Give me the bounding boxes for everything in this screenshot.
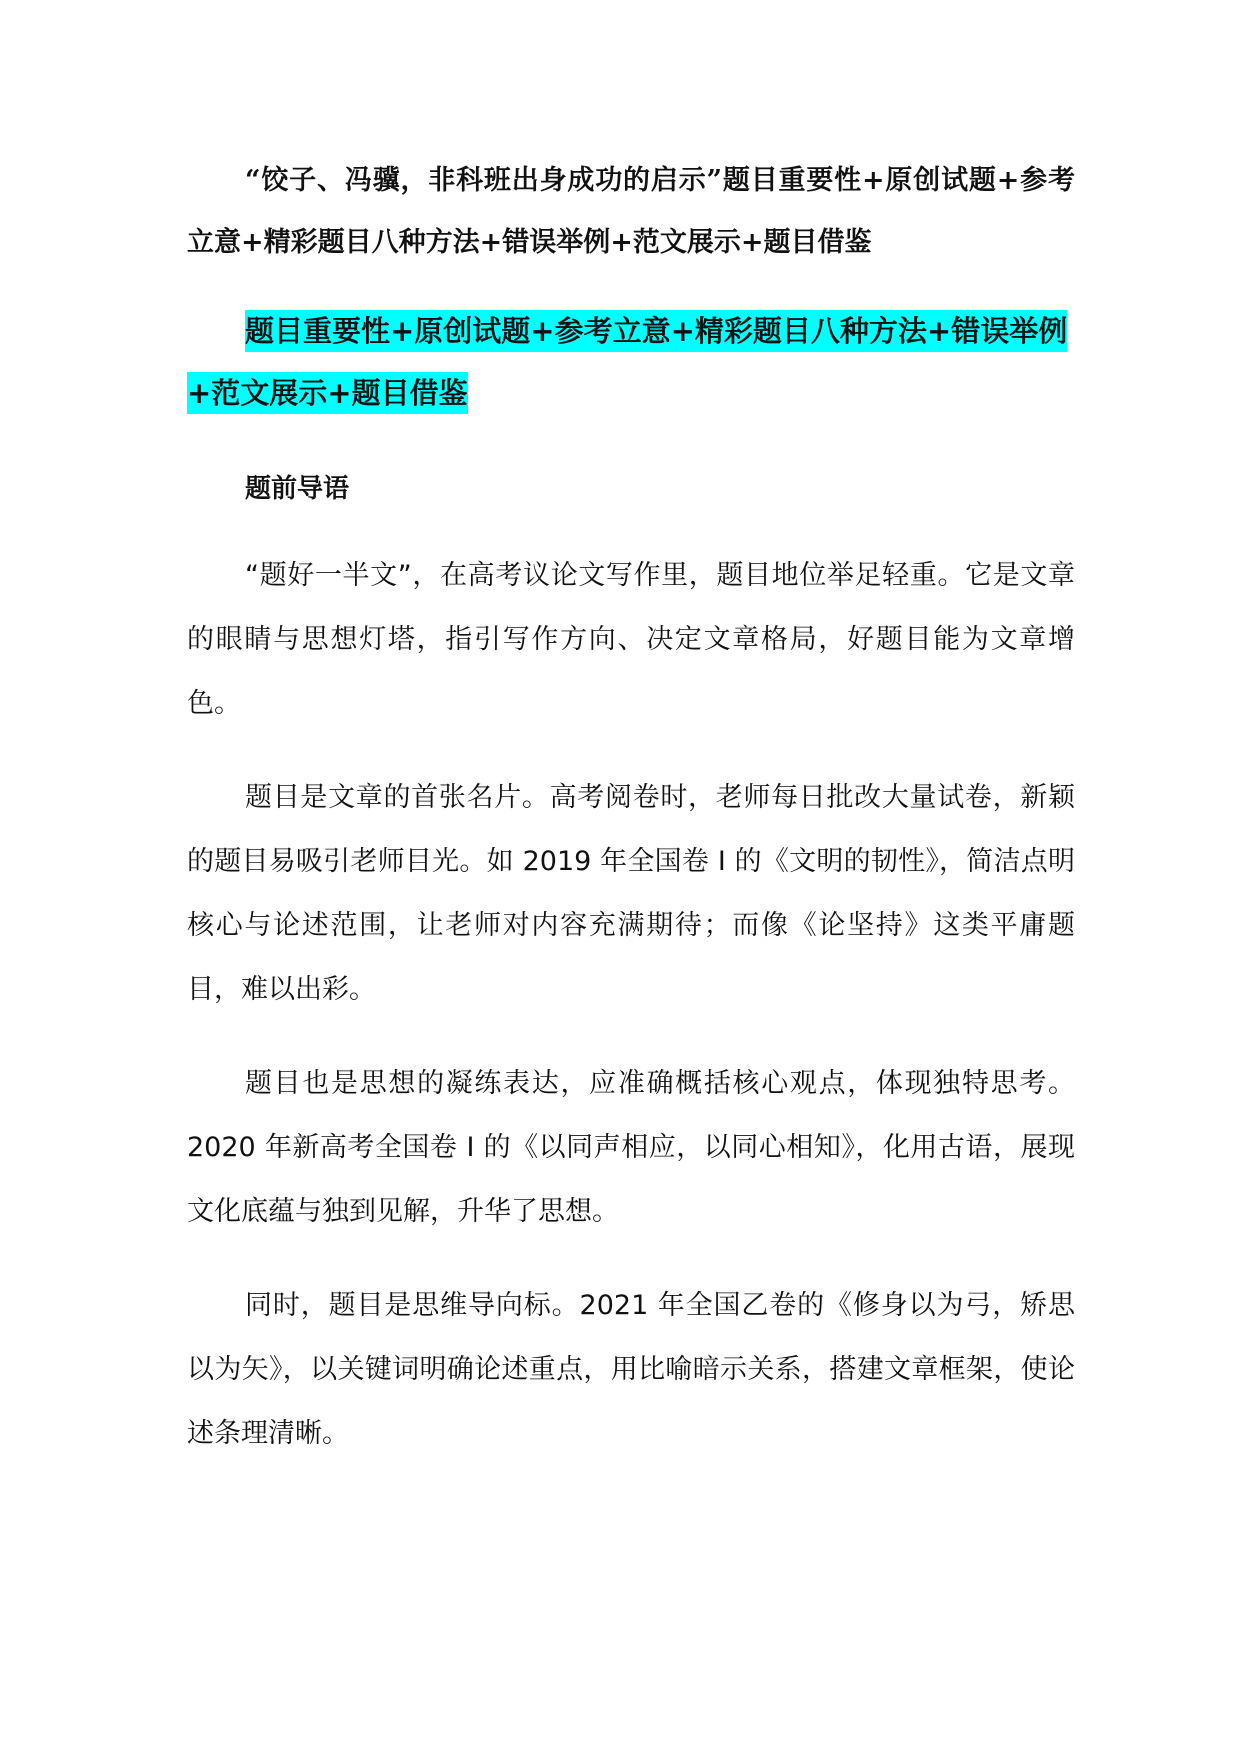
highlighted-heading-block	[187, 300, 1075, 424]
highlighted-heading: 题目重要性+原创试题+参考立意+精彩题目八种方法+错误举例+范文展示+题目借鉴	[187, 310, 1067, 414]
section-heading: 题前导语	[245, 474, 350, 504]
paragraph: “题好一半文”，在高考议论文写作里，题目地位举足轻重。它是文章的眼睛与思想灯塔，指引写作方向、决定文章格局，好题目能为文章增色。	[187, 560, 1075, 719]
document-body	[187, 150, 1075, 1466]
paragraph: 同时，题目是思维导向标。2021 年全国乙卷的《修身以为弓，矫思以为矢》，以关键词明确论述重点，用比喻暗示关系，搭建文章框架，使论述条理清晰。	[187, 1290, 1075, 1449]
document-title: “饺子、冯骥，非科班出身成功的启示”题目重要性+原创试题+参考立意+精彩题目八种方法+错误举例+范文展示+题目借鉴	[187, 165, 1075, 258]
paragraph: 题目也是思想的凝练表达，应准确概括核心观点，体现独特思考。2020 年新高考全国卷 I 的《以同声相应，以同心相知》，化用古语，展现文化底蕴与独到见解，升华了思想。	[187, 1068, 1075, 1227]
paragraph: 题目是文章的首张名片。高考阅卷时，老师每日批改大量试卷，新颖的题目易吸引老师目光。如 2019 年全国卷 I 的《文明的韧性》，简洁点明核心与论述范围，让老师对内容充满期待；而像《论坚持》这类平庸题目，难以出彩。	[187, 782, 1075, 1005]
